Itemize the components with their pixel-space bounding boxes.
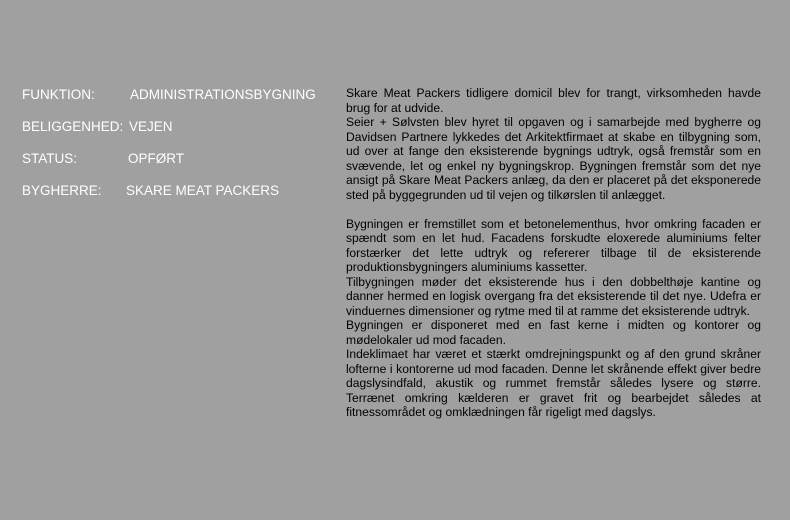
description-paragraph: Indeklimaet har været et stærkt omdrejningspunkt og af den grund skråner lofterne i kontorerne ud mod facaden. Denne let skrånende effekt giver bedre dagslysindfald, akustik og rummet fremstår således lysere og større. Terrænet omkring kælderen er gravet frit og bearbejdet således at fitnessområdet og omklædningen får rigeligt med dagslys.	[346, 347, 761, 419]
fact-label-location: BELIGGENHED:	[22, 119, 124, 134]
description-paragraph: Bygningen er fremstillet som et betonelementhus, hvor omkring facaden er spændt som en let hud. Facadens forskudte eloxerede aluminiums felter forstærker det lette udtryk og refererer tilbage til de eksisterende produktionsbygningers aluminiums kassetter.	[346, 216, 761, 274]
fact-value-status: OPFØRT	[128, 151, 185, 166]
fact-value-client: SKARE MEAT PACKERS	[126, 183, 280, 198]
fact-label-function: FUNKTION:	[22, 87, 95, 102]
description-paragraph: Tilbygningen møder det eksisterende hus i den dobbelthøje kantine og danner hermed en logisk overgang fra det eksisterende til det nye. Udefra er vinduernes dimensioner og rytme med til at ramme det eksisterende udtryk.	[346, 274, 761, 318]
project-description	[346, 86, 761, 420]
description-paragraph: Seier + Sølvsten blev hyret til opgaven og i samarbejde med bygherre og Davidsen Partnere lykkedes det Arkitektfirmaet at skabe en tilbygning som, ud over at fange den eksisterende bygnings udtryk, også fremstår som en svævende, let og enkel ny bygningskrop. Bygningen fremstår som det nye ansigt på Skare Meat Packers anlæg, da den er placeret på det eksponerede sted på byggegrunden ud til vejen og tilkørslen til anlægget.	[346, 115, 761, 202]
project-facts	[22, 87, 332, 215]
fact-function	[22, 87, 332, 119]
fact-value-location: VEJEN	[129, 119, 173, 134]
description-paragraph: Bygningen er disponeret med en fast kerne i midten og kontorer og mødelokaler ud mod facaden.	[346, 318, 761, 347]
fact-status	[22, 151, 332, 183]
fact-location	[22, 119, 332, 151]
fact-label-client: BYGHERRE:	[22, 183, 102, 198]
fact-client	[22, 183, 332, 215]
description-paragraph: Skare Meat Packers tidligere domicil blev for trangt, virksomheden havde brug for at udvide.	[346, 86, 761, 115]
fact-value-function: ADMINISTRATIONSBYGNING	[130, 87, 316, 102]
fact-label-status: STATUS:	[22, 151, 78, 166]
